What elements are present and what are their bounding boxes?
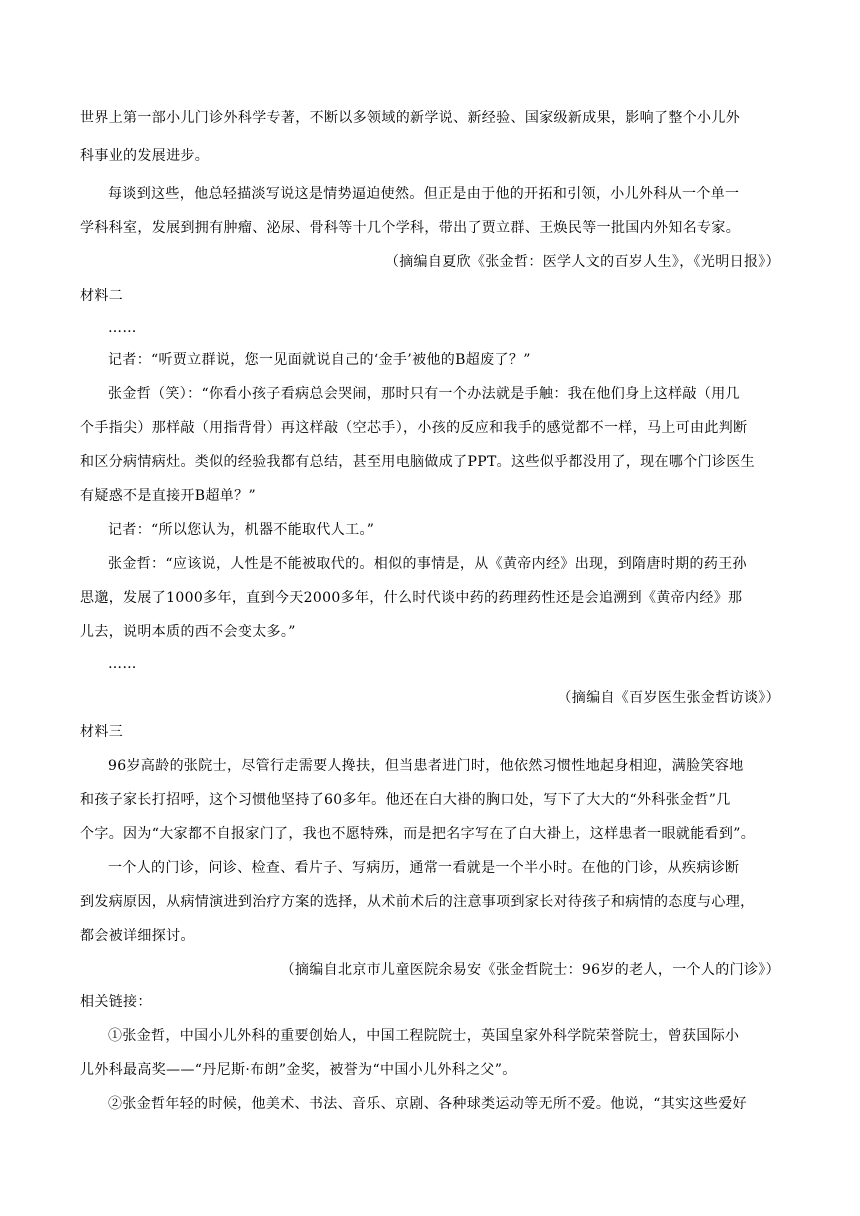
interview-line: 有疑惑不是直接开B超单？” [80,488,256,504]
interview-line: 记者：“听贾立群说，您一见面就说自己的‘金手’被他的B超废了？” [108,352,531,368]
paragraph-line: 世界上第一部小儿门诊外科学专著，不断以多领域的新学说、新经验、国家级新成果，影响了整个小儿外 [80,110,741,126]
section-heading: 材料二 [80,288,124,304]
source-citation: （摘编自北京市儿童医院余易安《张金哲院士：96岁的老人，一个人的门诊》） [280,962,780,978]
link-item: ①张金哲，中国小儿外科的重要创始人，中国工程院院士，英国皇家外科学院荣誉院士，曾获国际小 [108,1028,740,1044]
paragraph-line: 一个人的门诊，问诊、检查、看片子、写病历，通常一看就是一个半小时。在他的门诊，从疾病诊断 [108,860,740,876]
link-item: ②张金哲年轻的时候，他美术、书法、音乐、京剧、各种球类运动等无所不爱。他说，“其实这些爱好 [108,1096,747,1112]
source-citation: （摘编自夏欣《张金哲：医学人文的百岁人生》，《光明日报》） [384,254,780,270]
interview-line: 儿去，说明本质的西不会变太多。” [80,624,296,640]
interview-line: 和区分病情病灶。类似的经验我都有总结，甚至用电脑做成了PPT。这些似乎都没用了，现在哪个门诊医生 [80,454,755,470]
paragraph-line: 到发病原因，从病情演进到治疗方案的选择，从术前术后的注意事项到家长对待孩子和病情的态度与心理， [80,894,755,910]
paragraph-line: 96岁高龄的张院士，尽管行走需要人搀扶，但当患者进门时，他依然习惯性地起身相迎，满脸笑容地 [108,758,744,774]
paragraph-line: 每谈到这些，他总轻描淡写说这是情势逼迫使然。但正是由于他的开拓和引领，小儿外科从一个单一 [108,186,740,202]
interview-line: 张金哲：“应该说，人性是不能被取代的。相似的事情是，从《黄帝内经》出现，到隋唐时期的药王孙 [108,556,747,572]
source-citation: （摘编自《百岁医生张金哲访谈》） [557,690,780,706]
ellipsis: …… [108,656,137,672]
link-item: 儿外科最高奖——“丹尼斯·布朗”金奖，被誉为“中国小儿外科之父”。 [80,1062,517,1078]
paragraph-line: 和孩子家长打招呼，这个习惯他坚持了60多年。他还在白大褂的胸口处，写下了大大的“外科张金哲”几 [80,792,731,808]
section-heading: 材料三 [80,724,124,740]
interview-line: 个手指尖）那样敲（用指背骨）再这样敲（空芯手），小孩的反应和我手的感觉都不一样，马上可由此判断 [80,420,748,436]
paragraph-line: 都会被详细探讨。 [80,928,195,944]
interview-line: 张金哲（笑）：“你看小孩子看病总会哭闹，那时只有一个办法就是手触：我在他们身上这样敲（用几 [108,386,740,402]
paragraph-line: 学科科室，发展到拥有肿瘤、泌尿、骨科等十几个学科，带出了贾立群、王焕民等一批国内外知名专家。 [80,220,741,236]
ellipsis: …… [108,320,137,336]
paragraph-line: 个字。因为“大家都不自报家门了，我也不愿特殊，而是把名字写在了白大褂上，这样患者一眼就能看到”。 [80,826,756,842]
interview-line: 思邈，发展了1000多年，直到今天2000多年，什么时代谈中药的药理药性还是会追溯到《黄帝内经》那 [80,590,743,606]
interview-line: 记者：“所以您认为，机器不能取代人工。” [108,522,375,538]
paragraph-line: 科事业的发展进步。 [80,148,210,164]
section-heading: 相关链接： [80,994,152,1010]
